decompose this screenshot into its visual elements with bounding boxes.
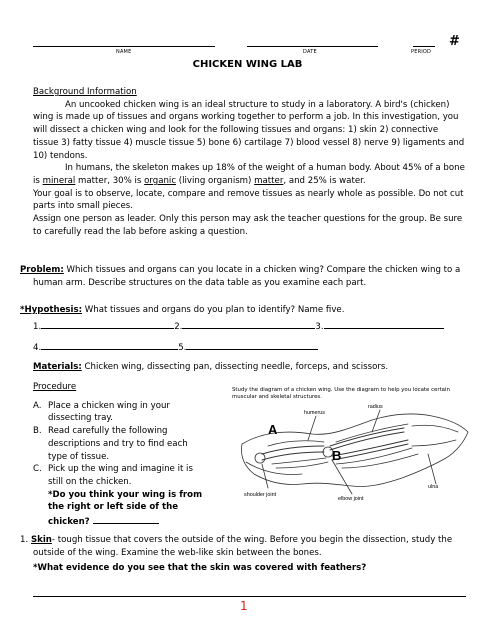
hash-mark: # bbox=[449, 34, 460, 49]
background-paragraph-3: Your goal is to observe, locate, compare and remove tissues as nearly whole as possible. Do not cut parts into small pieces. bbox=[33, 188, 464, 212]
materials-label: Materials: bbox=[33, 362, 82, 372]
feathers-answer-line[interactable] bbox=[33, 596, 466, 597]
feathers-question: *What evidence do you see that the skin was covered with feathers? bbox=[33, 563, 367, 573]
wing-side-question: *Do you think your wing is from the right or left side of the chicken? bbox=[48, 489, 203, 528]
problem-section bbox=[20, 264, 472, 289]
background-paragraph-4: Assign one person as leader. Only this person may ask the teacher questions for the group. Be sure to carefully read the lab before asking a question. bbox=[33, 214, 463, 237]
wing-side-blank[interactable] bbox=[93, 514, 159, 524]
name-line[interactable] bbox=[33, 46, 215, 47]
problem-label: Problem: bbox=[20, 265, 64, 275]
procedure-step-a: A. Place a chicken wing in your dissecting tray. bbox=[33, 400, 170, 424]
humerus-bone bbox=[262, 446, 324, 460]
background-paragraph-2: In humans, the skeleton makes up 18% of the weight of a human body. About 45% of a bone is mineral matter, 30% is organic (living organism) matter, and 25% is water. bbox=[33, 163, 465, 187]
matter-term: matter bbox=[254, 176, 284, 187]
label-elbow-joint: elbow joint bbox=[338, 496, 364, 502]
diagram-caption: Study the diagram of a chicken wing. Use the diagram to help you locate certain muscular and skeletal structures. bbox=[232, 387, 450, 401]
background-paragraph-1: An uncooked chicken wing is an ideal structure to study in a laboratory. A bird's (chicken) wing is made up of tissues and organs working together to perform a job. In this investigation, you will dissect a chicken wing and look for the following tissues and organs: 1) skin 2) connective tissue 3) fatty tissue 4) muscle tissue 5) bone 6) cartilage 7) blood vessel 8) nerve 9) ligaments and 10) tendons. bbox=[33, 99, 465, 161]
hypothesis-prompt: *Hypothesis: What tissues and organs do you plan to identify? Name five. bbox=[20, 305, 345, 315]
period-label: PERIOD bbox=[411, 49, 432, 55]
hypothesis-blank-3[interactable] bbox=[324, 319, 444, 329]
hypothesis-blank-1[interactable] bbox=[41, 319, 174, 329]
procedure-section bbox=[33, 381, 208, 529]
date-label: DATE bbox=[303, 49, 317, 55]
materials-section: Materials: Chicken wing, dissecting pan, dissecting needle, forceps, and scissors. bbox=[33, 362, 389, 372]
hypothesis-blank-2[interactable] bbox=[182, 319, 315, 329]
hypothesis-row-1: 1. 2. 3. bbox=[33, 319, 463, 334]
hypothesis-blank-5[interactable] bbox=[186, 340, 318, 350]
page-title: CHICKEN WING LAB bbox=[192, 59, 303, 70]
period-line[interactable] bbox=[413, 46, 435, 47]
hypothesis-label: *Hypothesis: bbox=[20, 305, 83, 315]
organic-term: organic bbox=[144, 176, 177, 187]
shoulder-joint bbox=[255, 453, 265, 463]
procedure-step-c: C. Pick up the wing and imagine it is still on the chicken. bbox=[33, 464, 193, 488]
problem-text: Problem: Which tissues and organs can you locate in a chicken wing? Compare the chicken wing to a human arm. Describe structures on the data table as you examine each part. bbox=[20, 265, 461, 288]
procedure-step-b: B. Read carefully the following descriptions and try to find each type of tissue. bbox=[33, 426, 188, 462]
chicken-wing-diagram bbox=[232, 402, 472, 512]
ulna-bone bbox=[332, 440, 408, 460]
radius-bone bbox=[330, 428, 404, 450]
skin-term: Skin bbox=[30, 535, 52, 545]
hypothesis-row-2: 4. 5. bbox=[33, 340, 363, 355]
label-b: B bbox=[332, 448, 342, 463]
name-label: NAME bbox=[116, 49, 132, 55]
step-1-skin: 1. Skin- tough tissue that covers the outside of the wing. Before you begin the dissection, study the outside of the wing. Examine the web-like skin between the bones. bbox=[20, 535, 453, 558]
label-ulna: ulna bbox=[428, 484, 439, 490]
background-section bbox=[33, 86, 465, 239]
background-heading: Background Information bbox=[33, 87, 137, 97]
page-number: 1 bbox=[240, 599, 248, 613]
label-a: A bbox=[268, 422, 278, 437]
label-shoulder-joint: shoulder joint bbox=[244, 492, 277, 498]
mineral-term: mineral bbox=[42, 176, 76, 187]
label-humerus: humerus bbox=[304, 410, 325, 416]
procedure-heading: Procedure bbox=[33, 382, 77, 392]
label-radius: radius bbox=[368, 404, 383, 410]
date-line[interactable] bbox=[247, 46, 378, 47]
hypothesis-blank-4[interactable] bbox=[41, 340, 178, 350]
